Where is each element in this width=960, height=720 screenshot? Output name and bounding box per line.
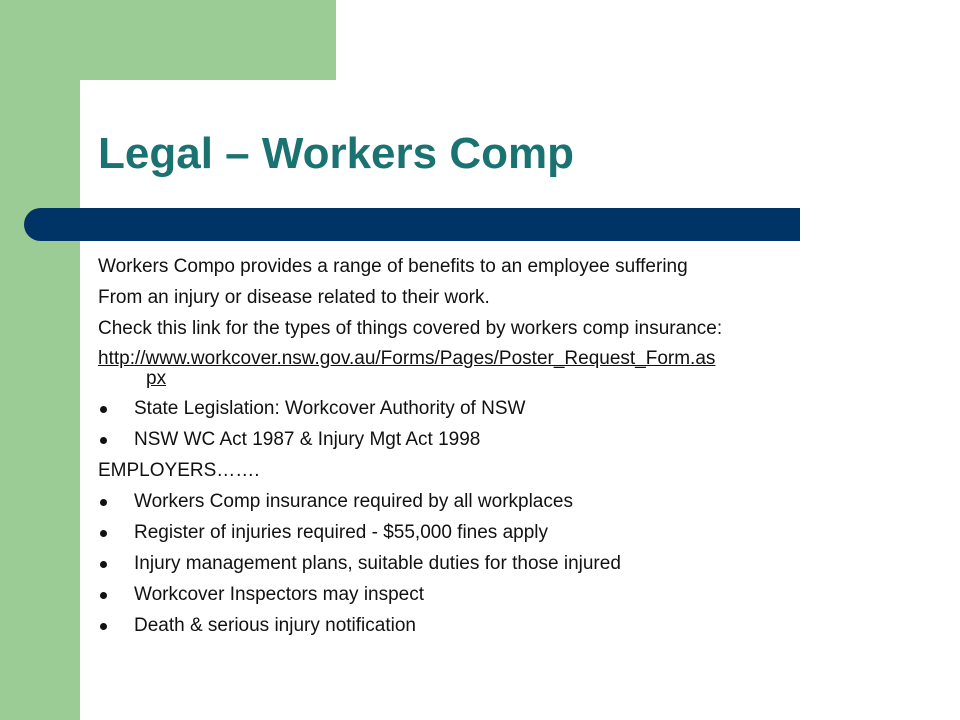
bullet-dot-icon (100, 592, 107, 599)
bullet-text: Register of injuries required - $55,000 fines apply (134, 522, 549, 543)
link-text-line2: px (146, 368, 167, 389)
workcover-link[interactable] (98, 349, 858, 389)
bullet-dot-icon (100, 530, 107, 537)
link-text-line1: http://www.workcover.nsw.gov.au/Forms/Pages/Poster_Request_Form.as (98, 348, 716, 369)
bullet-item (98, 486, 858, 517)
bullet-text: NSW WC Act 1987 & Injury Mgt Act 1998 (134, 429, 481, 450)
bullet-text: State Legislation: Workcover Authority of NSW (134, 398, 526, 419)
employers-heading: EMPLOYERS……. (98, 460, 260, 481)
bullet-item (98, 548, 858, 579)
bullet-dot-icon (100, 561, 107, 568)
bullet-dot-icon (100, 499, 107, 506)
bullet-item (98, 517, 858, 548)
bullet-text: Workcover Inspectors may inspect (134, 584, 425, 605)
bullet-item (98, 424, 858, 455)
intro-line: Workers Compo provides a range of benefits to an employee suffering (98, 256, 688, 277)
green-top-band (0, 0, 336, 80)
bullet-item (98, 393, 858, 424)
slide-title: Legal – Workers Comp (98, 129, 574, 178)
bullet-dot-icon (100, 623, 107, 630)
bullet-dot-icon (100, 406, 107, 413)
slide-body (98, 251, 858, 641)
title-underline-bar (24, 208, 800, 241)
bullet-item (98, 579, 858, 610)
intro-line: Check this link for the types of things covered by workers comp insurance: (98, 318, 723, 339)
green-side-band (0, 0, 80, 720)
bullet-dot-icon (100, 437, 107, 444)
bullet-text: Workers Comp insurance required by all workplaces (134, 491, 573, 512)
bullet-text: Injury management plans, suitable duties for those injured (134, 553, 621, 574)
bullet-item (98, 610, 858, 641)
bullet-text: Death & serious injury notification (134, 615, 416, 636)
intro-line: From an injury or disease related to their work. (98, 287, 490, 308)
